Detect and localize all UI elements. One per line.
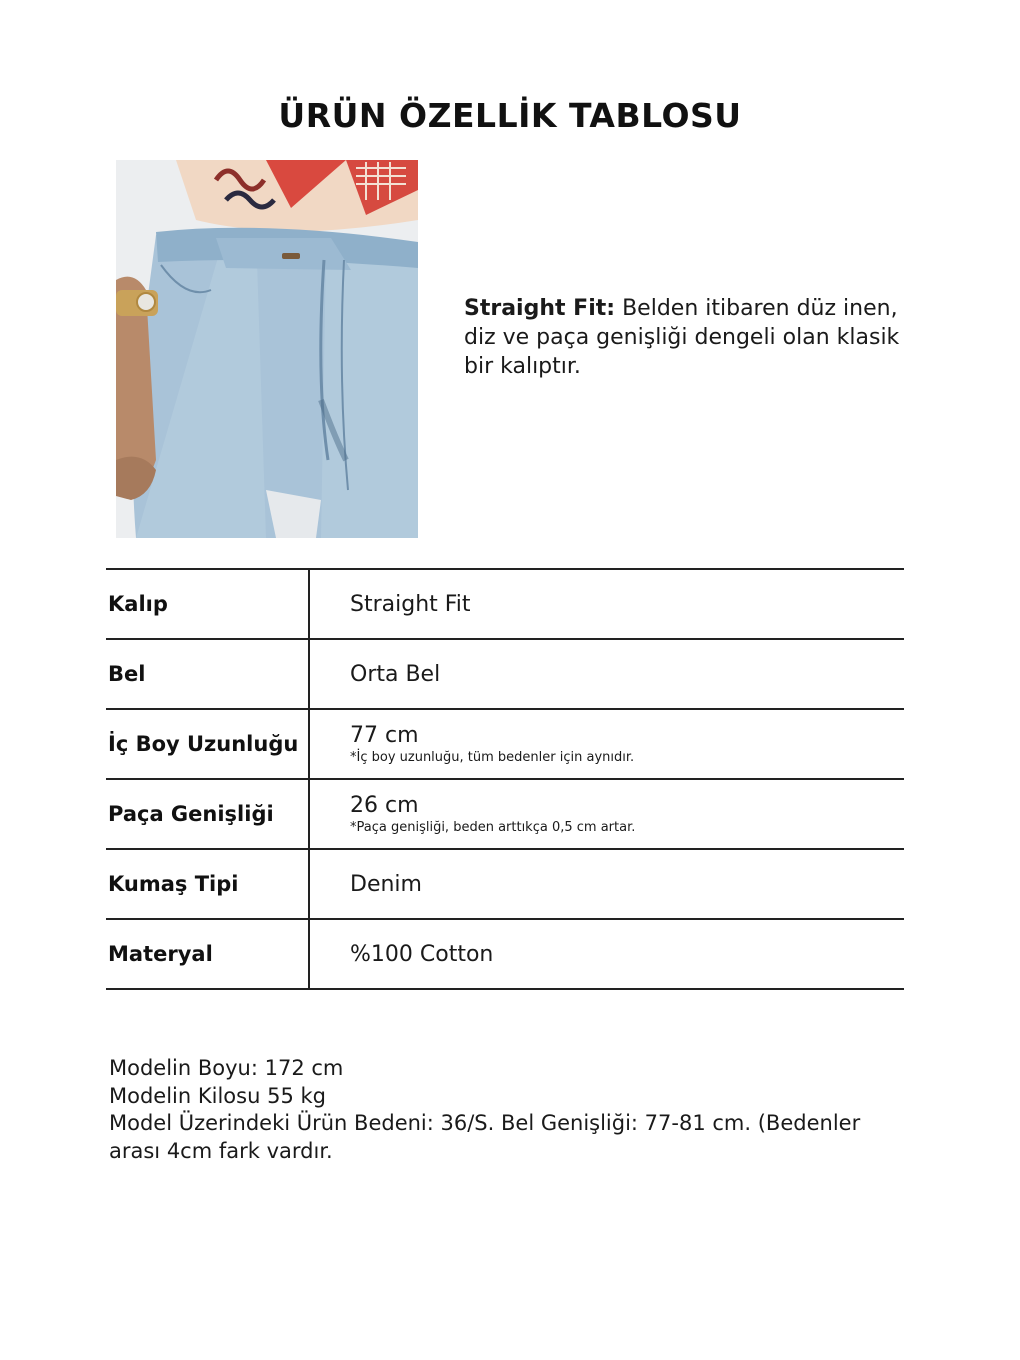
product-photo (116, 160, 418, 538)
spec-value: Denim (350, 871, 422, 897)
spec-table (106, 568, 904, 990)
spec-label: Bel (106, 639, 309, 709)
spec-value-cell (309, 849, 904, 919)
spec-value: 77 cm (350, 723, 419, 748)
table-row (106, 569, 904, 639)
fit-text: Belden itibaren düz inen, diz ve paça genişliği dengeli olan klasik bir kalıptır. (464, 296, 900, 379)
spec-value: %100 Cotton (350, 941, 494, 967)
model-size: Model Üzerindeki Ürün Bedeni: 36/S. Bel Genişliği: 77-81 cm. (Bedenler arası 4cm fark vardır. (109, 1111, 861, 1163)
spec-note: *Paça genişliği, beden arttıkça 0,5 cm artar. (350, 820, 636, 835)
table-row (106, 919, 904, 989)
spec-label: Kumaş Tipi (106, 849, 309, 919)
spec-value-cell (309, 779, 904, 849)
spec-value: Straight Fit (350, 591, 471, 617)
spec-label: Kalıp (106, 569, 309, 639)
spec-value: Orta Bel (350, 661, 441, 687)
table-row (106, 639, 904, 709)
spec-value-cell (309, 639, 904, 709)
spec-value-cell (309, 919, 904, 989)
spec-value: 26 cm (350, 793, 419, 818)
model-info (109, 1055, 899, 1165)
model-height: Modelin Boyu: 172 cm (109, 1056, 344, 1080)
spec-label: İç Boy Uzunluğu (106, 709, 309, 779)
fit-term: Straight Fit: (464, 296, 616, 321)
spec-value-cell (309, 569, 904, 639)
model-weight: Modelin Kilosu 55 kg (109, 1083, 326, 1108)
table-row (106, 779, 904, 849)
fit-description (464, 294, 904, 381)
spec-note: *İç boy uzunluğu, tüm bedenler için aynıdır. (350, 750, 635, 765)
spec-label: Paça Genişliği (106, 779, 309, 849)
table-row (106, 709, 904, 779)
page-title: ÜRÜN ÖZELLİK TABLOSU (278, 96, 742, 135)
spec-value-cell (309, 709, 904, 779)
table-row (106, 849, 904, 919)
spec-label: Materyal (106, 919, 309, 989)
